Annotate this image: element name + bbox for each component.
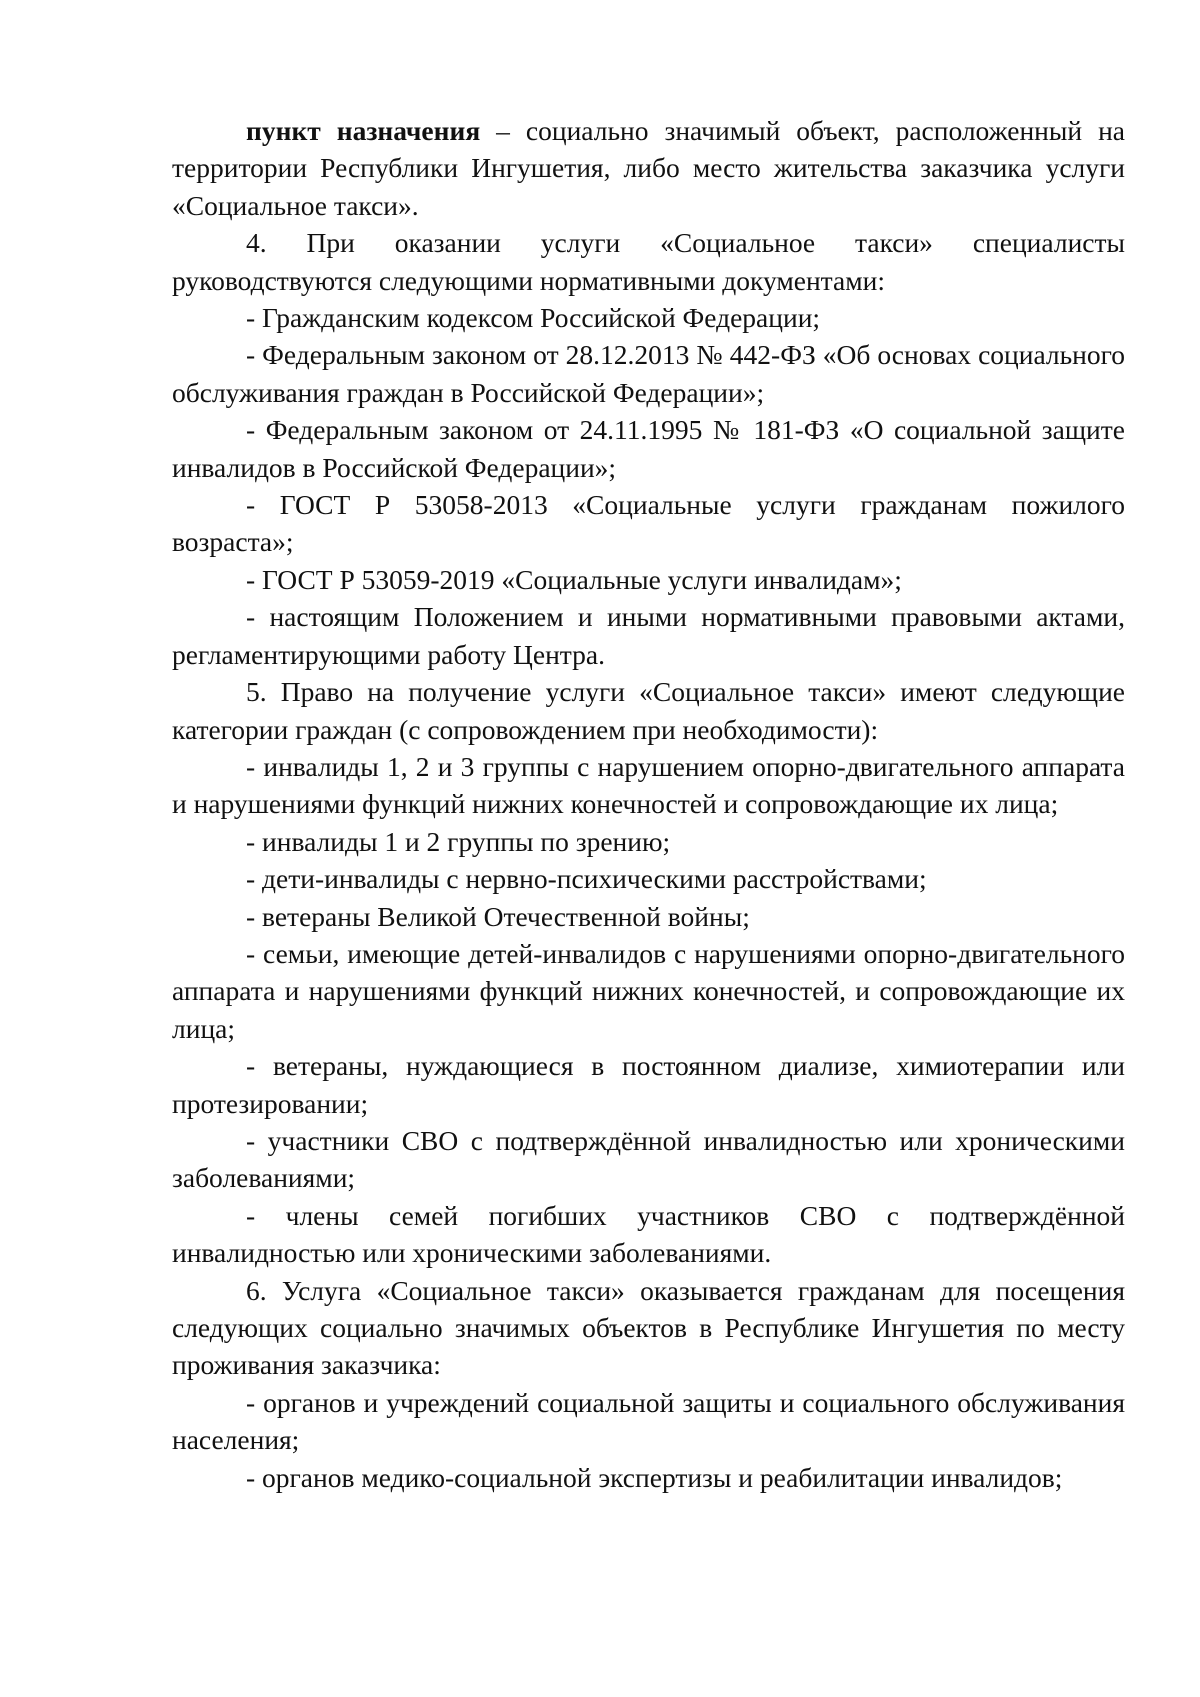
list-item: - дети-инвалиды с нервно-психическими расстройствами; bbox=[246, 863, 927, 895]
defined-term: пункт назначения bbox=[246, 115, 481, 146]
list-item: - органов медико-социальной экспертизы и реабилитации инвалидов; bbox=[246, 1461, 1063, 1493]
list-item: - Гражданским кодексом Российской Федерации; bbox=[246, 302, 821, 334]
paragraph-item-6: 6. Услуга «Социальное такси» оказывается гражданам для посещения следующих социально значимых объектов в Республике Ингушетия по месту проживания заказчика: bbox=[172, 1274, 1125, 1381]
list-item: - ветераны, нуждающиеся в постоянном диализе, химиотерапии или протезировании; bbox=[172, 1050, 1125, 1119]
list-item: - семьи, имеющие детей-инвалидов с нарушениями опорно-двигательного аппарата и нарушениями функций нижних конечностей, и сопровождающие их лица; bbox=[172, 937, 1125, 1044]
paragraph-destination-definition bbox=[172, 112, 1125, 224]
list-item: - Федеральным законом от 24.11.1995 № 181-ФЗ «О социальной защите инвалидов в Российской Федерации»; bbox=[172, 414, 1125, 483]
list-item: - ветераны Великой Отечественной войны; bbox=[246, 900, 750, 932]
paragraph-item-4: 4. При оказании услуги «Социальное такси» специалисты руководствуются следующими нормативными документами: bbox=[172, 227, 1125, 296]
list-item: - Федеральным законом от 28.12.2013 № 442-ФЗ «Об основах социального обслуживания граждан в Российской Федерации»; bbox=[172, 339, 1125, 408]
list-item: - участники СВО с подтверждённой инвалидностью или хроническими заболеваниями; bbox=[172, 1124, 1125, 1194]
document-body bbox=[172, 112, 1125, 1496]
list-item: - ГОСТ Р 53058-2013 «Социальные услуги гражданам пожилого возраста»; bbox=[172, 489, 1125, 558]
list-item: - органов и учреждений социальной защиты и социального обслуживания населения; bbox=[172, 1386, 1125, 1456]
paragraph-item-5: 5. Право на получение услуги «Социальное такси» имеют следующие категории граждан (с сопровождением при необходимости): bbox=[172, 676, 1125, 745]
definition-text: – социально значимый объект, расположенный на территории Республики Ингушетия, либо место жительства заказчика услуги «Социальное такси». bbox=[172, 115, 1125, 221]
list-item: - инвалиды 1, 2 и 3 группы с нарушением опорно-двигательного аппарата и нарушениями функций нижних конечностей и сопровождающие их лица; bbox=[172, 750, 1125, 820]
list-item: - члены семей погибших участников СВО с подтверждённой инвалидностью или хроническими заболеваниями. bbox=[172, 1199, 1125, 1269]
list-item: - инвалиды 1 и 2 группы по зрению; bbox=[246, 825, 671, 857]
list-item: - настоящим Положением и иными нормативными правовыми актами, регламентирующими работу Центра. bbox=[172, 601, 1125, 670]
list-item: - ГОСТ Р 53059-2019 «Социальные услуги инвалидам»; bbox=[246, 563, 902, 595]
